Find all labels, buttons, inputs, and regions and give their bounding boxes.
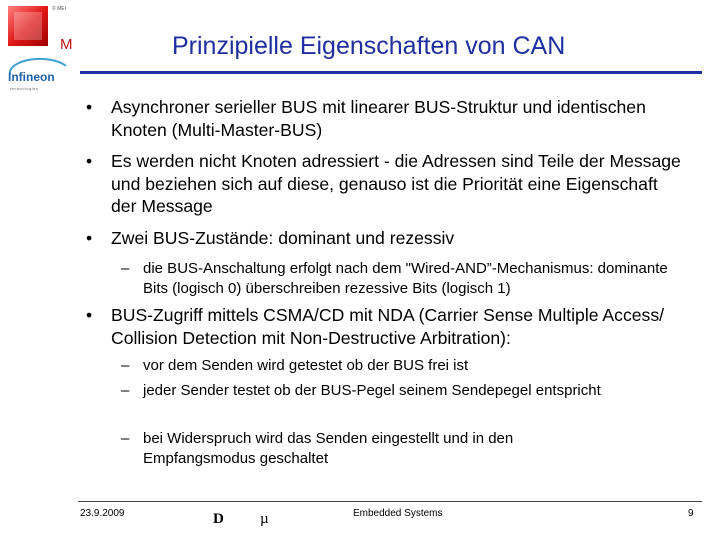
bullet-marker: • [86, 228, 93, 248]
footer-course: Embedded Systems [353, 508, 443, 519]
page-title: Prinzipielle Eigenschaften von CAN [172, 32, 566, 60]
footer-date: 23.9.2009 [80, 508, 125, 519]
bullet-marker: • [86, 305, 93, 325]
footer-letter-mu: µ [260, 511, 269, 527]
bullet-text: BUS-Zugriff mittels CSMA/CD mit NDA (Carrier Sense Multiple Access/ Collision Detection mit Non-Destructive Arbitration): [111, 305, 665, 348]
sub-bullet-text: jeder Sender testet ob der BUS-Pegel seinem Sendepegel entspricht [143, 382, 601, 399]
bullet-text: Es werden nicht Knoten adressiert - die Adressen sind Teile der Message und beziehen sich auf diese, genauso ist die Priorität eine Eigenschaft der Message [111, 151, 681, 216]
sub-bullet-marker: – [121, 260, 130, 277]
company-tagline: technologies [10, 86, 39, 91]
bullet-text: Asynchroner serieller BUS mit linearer BUS-Struktur und identischen Knoten (Multi-Master-BUS) [111, 97, 646, 140]
sub-bullet-marker: – [121, 430, 130, 447]
sub-bullet-text: vor dem Senden wird getestet ob der BUS frei ist [143, 357, 469, 374]
page-number: 9 [688, 508, 694, 519]
infineon-logo-icon [4, 58, 72, 88]
mei-logo-icon [6, 4, 50, 48]
sub-bullet-text: die BUS-Anschaltung erfolgt nach dem "Wired-AND”-Mechanismus: dominante Bits (logisch 0) überschreiben rezessive Bits (logisch 1) [143, 260, 668, 297]
logo-small-text: © MEI [52, 6, 66, 12]
sub-bullet-marker: – [121, 357, 130, 374]
logo-letter: M [60, 36, 73, 53]
title-divider [80, 71, 702, 74]
sub-bullet-text: bei Widerspruch wird das Senden eingestellt und in den Empfangsmodus geschaltet [143, 430, 514, 467]
bullet-text: Zwei BUS-Zustände: dominant und rezessiv [111, 228, 455, 248]
bullet-marker: • [86, 151, 93, 171]
footer-divider [78, 501, 702, 502]
bullet-marker: • [86, 97, 93, 117]
sub-bullet-marker: – [121, 382, 130, 399]
company-name: Infineon [8, 70, 55, 84]
footer-letter-d: D [213, 511, 224, 527]
